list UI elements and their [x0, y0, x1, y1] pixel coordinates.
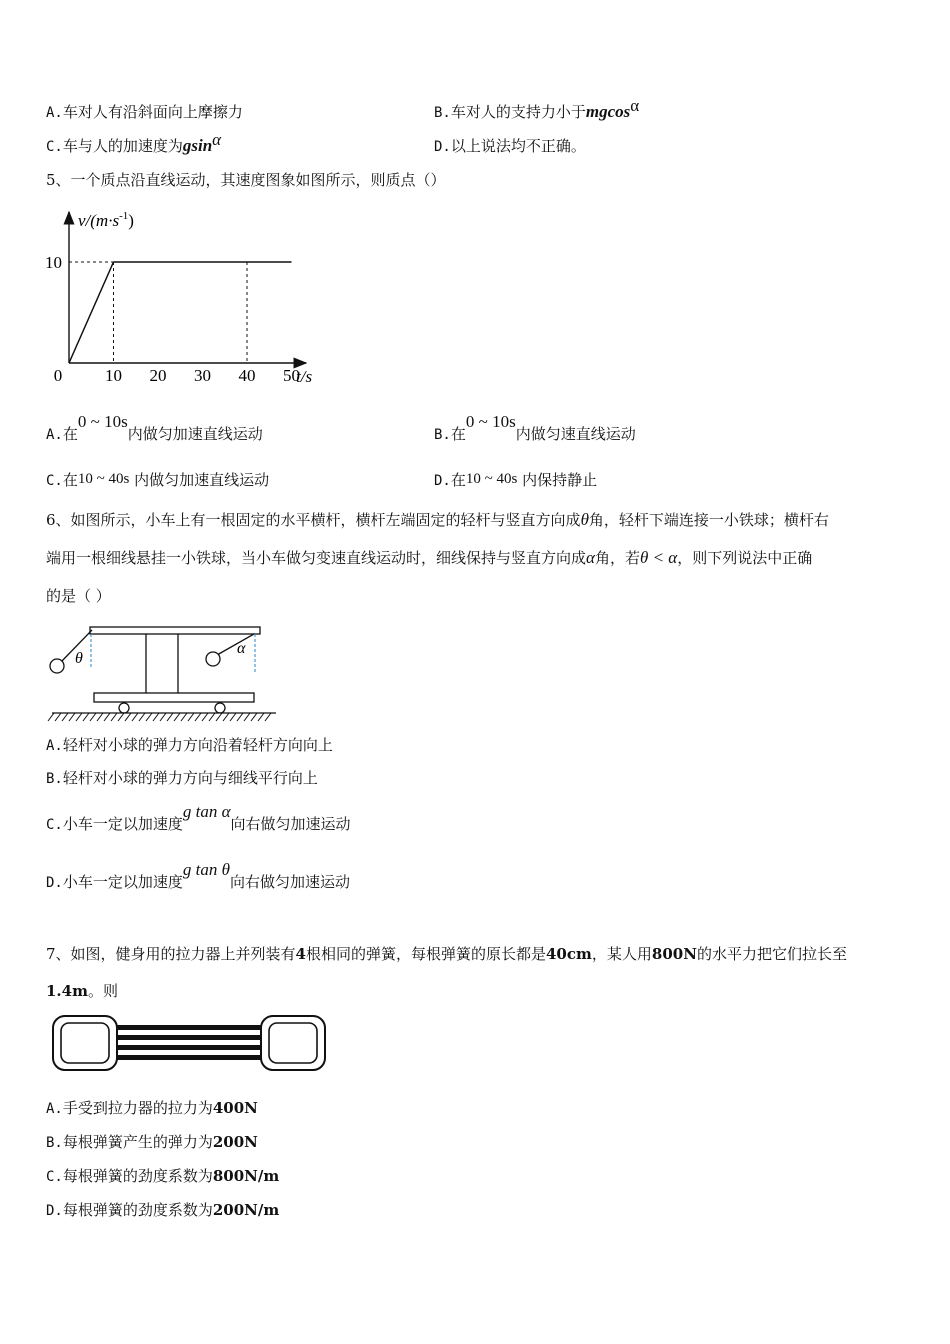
spring — [117, 1055, 261, 1060]
q6-option-c — [46, 802, 351, 835]
option-label: C. — [46, 1169, 63, 1185]
y-tick-label: 10 — [45, 253, 62, 272]
hatch-line — [265, 713, 271, 721]
velocity-time-graph — [40, 200, 330, 395]
option-label: B. — [434, 105, 451, 121]
q5-stem: 5、一个质点沿直线运动，其速度图象如图所示，则质点（） — [46, 171, 446, 189]
hatch-line — [167, 713, 173, 721]
spring — [117, 1045, 261, 1050]
hatch-line — [216, 713, 222, 721]
option-text: 小车一定以加速度 — [62, 873, 183, 891]
iron-ball-left — [50, 659, 64, 673]
option-text: 以上说法均不正确。 — [450, 137, 586, 155]
option-value: 400N — [212, 1099, 258, 1117]
x-tick-labels — [54, 366, 300, 385]
y-axis-label: $v/(m\cdot s^{-1})$ — [78, 210, 134, 230]
math-symbol: θ — [580, 510, 589, 529]
option-text: 在 — [450, 471, 466, 489]
hatch-line — [62, 713, 68, 721]
cart-wheel — [215, 703, 225, 713]
stem-text: 。则 — [87, 982, 118, 1000]
horizontal-bar — [90, 627, 260, 634]
math-symbol: α — [212, 130, 222, 149]
string — [217, 634, 254, 655]
handle-right-grip — [269, 1023, 317, 1063]
math-expression: mgcos — [585, 102, 631, 121]
option-value: 200N — [212, 1133, 258, 1151]
math-condition: θ < α — [639, 548, 678, 567]
option-label: B. — [434, 427, 451, 443]
math-expression: g tan θ — [182, 860, 230, 879]
option-label: D. — [434, 473, 451, 489]
cart-body — [94, 693, 254, 702]
spring-exerciser-diagram — [50, 1012, 332, 1076]
q4-option-d — [434, 136, 586, 157]
option-label: C. — [46, 473, 63, 489]
q7-option-b — [46, 1132, 258, 1153]
hatch-line — [118, 713, 124, 721]
option-label: C. — [46, 817, 63, 833]
handle-left-grip — [61, 1023, 109, 1063]
option-label: A. — [46, 1101, 63, 1117]
hatch-line — [153, 713, 159, 721]
option-text: 内做匀速直线运动 — [515, 425, 636, 443]
hatch-line — [125, 713, 131, 721]
x-tick-label: 40 — [238, 366, 256, 385]
stem-text: 角，若 — [594, 549, 640, 567]
stem-text: 的水平力把它们拉长至 — [696, 945, 847, 963]
stem-text: 端用一根细线悬挂一小铁球，当小车做匀变速直线运动时，细线保持与竖直方向成 — [46, 549, 587, 567]
x-tick-label: 30 — [194, 366, 211, 385]
q7-option-a — [46, 1098, 258, 1119]
option-text: 每根弹簧产生的弹力为 — [62, 1133, 213, 1151]
math-expression: gsin — [182, 136, 213, 155]
option-text: 每根弹簧的劲度系数为 — [62, 1201, 213, 1219]
hatch-line — [237, 713, 243, 721]
hatch-line — [223, 713, 229, 721]
option-label: D. — [434, 139, 451, 155]
x-tick-label: 20 — [149, 366, 167, 385]
stem-text: ，某人用 — [591, 945, 652, 963]
option-text: 手受到拉力器的拉力为 — [62, 1099, 213, 1117]
stem-value: 1.4m — [46, 982, 88, 1000]
q5-option-a — [46, 412, 263, 445]
option-text: 向右做匀加速运动 — [230, 815, 351, 833]
hatch-line — [230, 713, 236, 721]
math-expression: 0 ~ 10s — [465, 412, 516, 431]
hatch-line — [209, 713, 215, 721]
option-text: 在 — [450, 425, 466, 443]
stem-value: 800N — [651, 945, 697, 963]
cart-wheel — [119, 703, 129, 713]
stem-value: 4 — [295, 945, 306, 963]
math-expression: 10 ~ 40s — [465, 471, 518, 487]
hatch-line — [55, 713, 61, 721]
stem-text: ，则下列说法中正确 — [677, 549, 813, 567]
hatch-line — [111, 713, 117, 721]
x-tick-label: 50 — [283, 366, 300, 385]
ground-hatching — [48, 713, 271, 721]
cart-diagram — [44, 618, 284, 728]
hatch-line — [195, 713, 201, 721]
stem-value: 40cm — [546, 945, 592, 963]
option-text: 轻杆对小球的弹力方向沿着轻杆方向向上 — [62, 736, 333, 754]
q6-stem-line1 — [46, 510, 829, 530]
option-text: 车与人的加速度为 — [62, 137, 183, 155]
hatch-line — [146, 713, 152, 721]
hatch-line — [202, 713, 208, 721]
math-symbol: α — [586, 548, 595, 567]
option-value: 200N/m — [212, 1201, 280, 1219]
option-value: 800N/m — [212, 1167, 280, 1185]
x-tick-label: 10 — [105, 366, 122, 385]
option-text: 内做匀加速直线运动 — [134, 471, 270, 489]
option-label: B. — [46, 1135, 63, 1151]
hatch-line — [139, 713, 145, 721]
hatch-line — [90, 713, 96, 721]
hatch-line — [251, 713, 257, 721]
q7-option-c — [46, 1166, 279, 1187]
option-text: 每根弹簧的劲度系数为 — [62, 1167, 213, 1185]
option-label: A. — [46, 105, 63, 121]
option-text: 车对人有沿斜面向上摩擦力 — [62, 103, 243, 121]
q5-option-b — [434, 412, 636, 445]
q4-option-b — [434, 96, 640, 123]
alpha-label: α — [237, 640, 246, 657]
option-text: 向右做匀加速运动 — [229, 873, 350, 891]
option-label: A. — [46, 738, 63, 754]
q6-option-a — [46, 735, 333, 756]
hatch-line — [181, 713, 187, 721]
x-tick-label: 0 — [53, 366, 63, 385]
q7-stem-line2 — [46, 981, 118, 1001]
math-expression: 10 ~ 40s — [77, 471, 130, 487]
velocity-line-segment — [69, 262, 114, 363]
hatch-line — [174, 713, 180, 721]
spring — [117, 1035, 261, 1040]
q6-stem-line3: 的是（ ） — [46, 587, 111, 605]
hatch-line — [69, 713, 75, 721]
option-text: 内保持静止 — [522, 471, 598, 489]
math-expression: 0 ~ 10s — [77, 412, 128, 431]
hatch-line — [83, 713, 89, 721]
stem-text: 7、如图，健身用的拉力器上并列装有 — [46, 945, 296, 963]
option-label: A. — [46, 427, 63, 443]
q5-option-c — [46, 470, 269, 491]
plot-area — [69, 262, 292, 363]
option-label: D. — [46, 875, 63, 891]
q5-option-d — [434, 470, 597, 491]
option-text: 车对人的支持力小于 — [450, 103, 586, 121]
math-expression: g tan α — [182, 802, 231, 821]
hatch-line — [76, 713, 82, 721]
option-text: 在 — [62, 471, 78, 489]
stem-text: 6、如图所示，小车上有一根固定的水平横杆，横杆左端固定的轻杆与竖直方向成 — [46, 511, 581, 529]
option-text: 轻杆对小球的弹力方向与细线平行向上 — [62, 769, 318, 787]
stem-text: 根相同的弹簧，每根弹簧的原长都是 — [305, 945, 546, 963]
q6-option-b — [46, 768, 318, 789]
option-label: D. — [46, 1203, 63, 1219]
x-axis-label: t/s — [296, 367, 313, 386]
hatch-line — [258, 713, 264, 721]
q4-option-a — [46, 102, 243, 123]
math-symbol: α — [630, 96, 640, 115]
hatch-line — [244, 713, 250, 721]
hatch-line — [48, 713, 54, 721]
hatch-line — [188, 713, 194, 721]
hatch-line — [132, 713, 138, 721]
option-text: 在 — [62, 425, 78, 443]
hatch-line — [97, 713, 103, 721]
q6-stem-line2 — [46, 548, 812, 568]
q7-stem-line1 — [46, 944, 847, 964]
hatch-line — [160, 713, 166, 721]
iron-ball-right — [206, 652, 220, 666]
option-label: B. — [46, 771, 63, 787]
q4-option-c — [46, 130, 222, 157]
option-text: 内做匀加速直线运动 — [127, 425, 263, 443]
spring — [117, 1025, 261, 1030]
hatch-line — [104, 713, 110, 721]
q6-option-d — [46, 860, 350, 893]
option-label: C. — [46, 139, 63, 155]
theta-label: θ — [75, 650, 83, 667]
q7-option-d — [46, 1200, 279, 1221]
option-text: 小车一定以加速度 — [62, 815, 183, 833]
stem-text: 角，轻杆下端连接一小铁球；横杆右 — [588, 511, 829, 529]
